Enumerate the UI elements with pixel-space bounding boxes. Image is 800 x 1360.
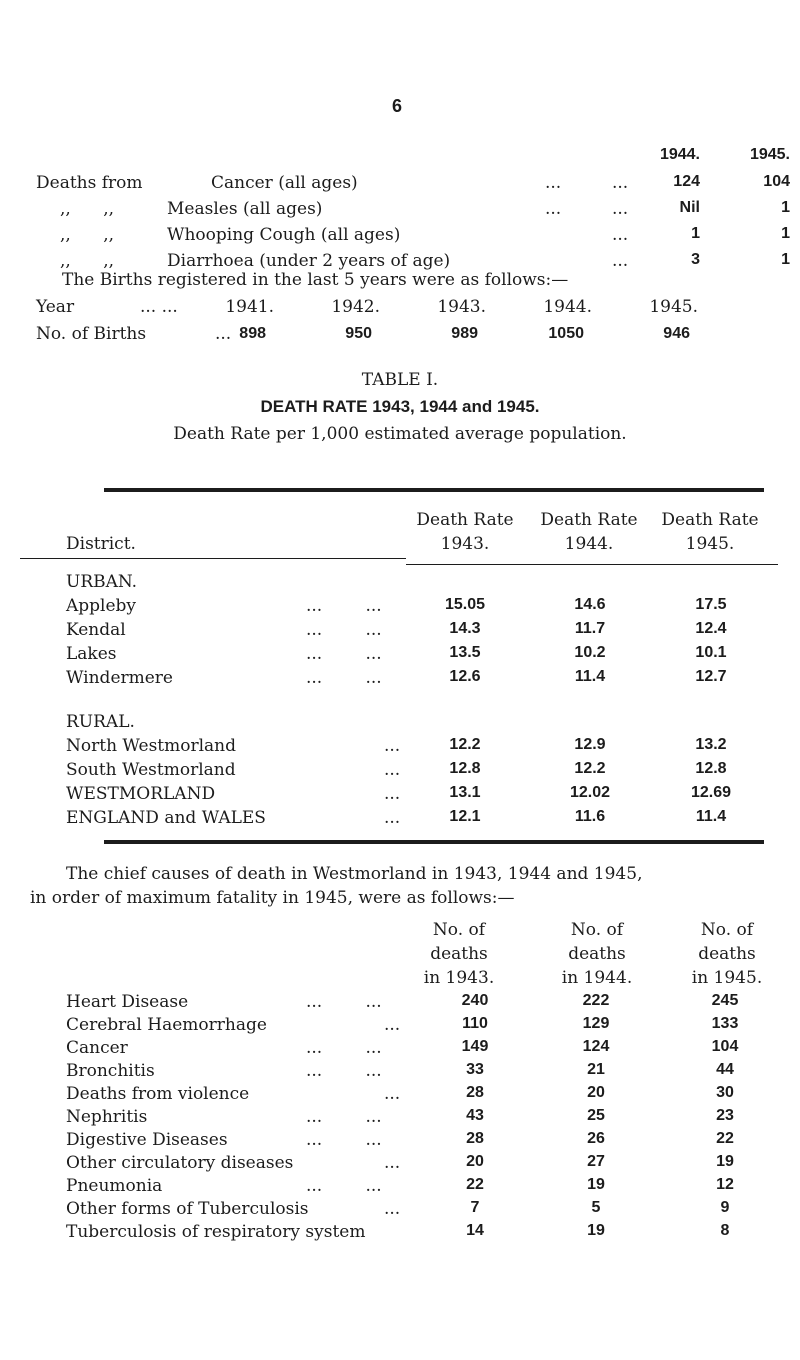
rate-dots: ... <box>384 808 401 828</box>
small-deaths-lead: ... <box>612 199 629 219</box>
rate-1944: 12.02 <box>569 784 611 801</box>
cause-1945: 44 <box>716 1061 734 1078</box>
cause-1944: 21 <box>587 1061 605 1078</box>
urban-heading: URBAN. <box>66 572 138 592</box>
small-deaths-1944: 1 <box>691 225 700 242</box>
rate-dots: ... ... <box>306 644 382 664</box>
table-top-rule <box>104 488 764 492</box>
causes-col-head: No. of <box>570 920 624 940</box>
year-header-1944: 1944. <box>659 146 700 163</box>
small-deaths-label: Diarrhoea (under 2 years of age) <box>167 251 451 271</box>
col-head-1945-top: Death Rate <box>661 510 759 530</box>
small-deaths-1944: 3 <box>691 251 700 268</box>
rate-dots: ... <box>384 784 401 804</box>
small-deaths-1945: 104 <box>763 173 790 190</box>
causes-col-head: deaths <box>430 944 488 964</box>
births-year: 1945. <box>649 297 698 317</box>
rate-district: North Westmorland <box>66 736 237 756</box>
small-deaths-1945: 1 <box>781 225 790 242</box>
rate-1945: 12.69 <box>690 784 732 801</box>
cause-name: Pneumonia <box>66 1176 163 1196</box>
rate-district: ENGLAND and WALES <box>66 808 266 828</box>
births-count-dots: ... <box>215 324 232 344</box>
births-count: 946 <box>663 325 690 342</box>
table-title: DEATH RATE 1943, 1944 and 1945. <box>260 397 540 416</box>
rate-1944: 11.4 <box>574 668 606 685</box>
rate-1943: 13.1 <box>449 784 481 801</box>
cause-1944: 27 <box>587 1153 605 1170</box>
year-header-1945: 1945. <box>749 146 790 163</box>
cause-1944: 19 <box>587 1176 605 1193</box>
cause-1944: 222 <box>582 992 610 1009</box>
cause-1943: 28 <box>466 1084 484 1101</box>
small-deaths-1945: 1 <box>781 251 790 268</box>
births-count: 989 <box>451 325 478 342</box>
cause-dots: ... ... <box>306 1107 382 1127</box>
rate-district: Lakes <box>66 644 117 664</box>
cause-1943: 240 <box>461 992 489 1009</box>
rate-1943: 13.5 <box>449 644 481 661</box>
causes-col-head: No. of <box>432 920 486 940</box>
cause-dots: ... ... <box>306 1130 382 1150</box>
cause-1944: 19 <box>587 1222 605 1239</box>
cause-1944: 5 <box>591 1199 601 1216</box>
rate-dots: ... <box>384 760 401 780</box>
col-head-district: District. <box>66 534 136 554</box>
cause-1943: 22 <box>466 1176 484 1193</box>
header-rule-left <box>20 558 406 559</box>
cause-1944: 129 <box>582 1015 610 1032</box>
rate-1944: 10.2 <box>574 644 606 661</box>
rate-1943: 12.1 <box>449 808 481 825</box>
cause-1945: 30 <box>716 1084 734 1101</box>
births-year-label: Year <box>36 297 75 317</box>
col-head-1945-bottom: 1945. <box>685 534 735 554</box>
small-deaths-dots: ... <box>545 199 562 219</box>
causes-col-head: deaths <box>568 944 626 964</box>
cause-1943: 7 <box>470 1199 480 1216</box>
small-deaths-1944: Nil <box>679 199 700 216</box>
rate-district: Kendal <box>66 620 126 640</box>
rate-1945: 13.2 <box>695 736 727 753</box>
rate-dots: ... ... <box>306 620 382 640</box>
cause-dots: ... <box>384 1153 401 1173</box>
cause-dots: ... <box>384 1199 401 1219</box>
table-label: TABLE I. <box>361 370 439 390</box>
col-head-1944-top: Death Rate <box>540 510 638 530</box>
cause-1945: 23 <box>716 1107 734 1124</box>
births-intro: The Births registered in the last 5 years were as follows:— <box>62 270 569 290</box>
cause-dots: ... ... <box>306 992 382 1012</box>
rate-1943: 15.05 <box>444 596 486 613</box>
cause-name: Heart Disease <box>66 992 189 1012</box>
page-number: 6 <box>392 96 403 116</box>
births-count: 898 <box>239 325 266 342</box>
rate-1945: 10.1 <box>695 644 727 661</box>
cause-name: Cerebral Haemorrhage <box>66 1015 267 1035</box>
table-subtitle: Death Rate per 1,000 estimated average population. <box>173 424 627 444</box>
col-head-1944-bottom: 1944. <box>564 534 614 554</box>
rate-dots: ... ... <box>306 596 382 616</box>
rate-dots: ... ... <box>306 668 382 688</box>
small-deaths-prefix: ,, ,, <box>60 225 115 245</box>
header-rule-right <box>406 564 778 565</box>
cause-dots: ... ... <box>306 1038 382 1058</box>
small-deaths-dots: ... <box>545 173 562 193</box>
cause-name: Tuberculosis of respiratory system <box>66 1222 366 1242</box>
births-year: 1943. <box>437 297 486 317</box>
rate-district: Windermere <box>66 668 173 688</box>
rate-1945: 12.7 <box>695 668 727 685</box>
cause-1944: 26 <box>587 1130 605 1147</box>
causes-intro-line2: in order of maximum fatality in 1945, were as follows:— <box>30 888 515 908</box>
causes-col-head: deaths <box>698 944 756 964</box>
rate-district: WESTMORLAND <box>66 784 216 804</box>
cause-name: Cancer <box>66 1038 128 1058</box>
cause-1944: 124 <box>582 1038 610 1055</box>
rate-1945: 17.5 <box>695 596 727 613</box>
cause-name: Other forms of Tuberculosis <box>66 1199 309 1219</box>
cause-1945: 8 <box>720 1222 730 1239</box>
causes-col-head: in 1944. <box>561 968 633 988</box>
cause-name: Other circulatory diseases <box>66 1153 294 1173</box>
rate-1944: 12.2 <box>574 760 606 777</box>
cause-1943: 110 <box>462 1015 488 1032</box>
rate-1943: 12.2 <box>449 736 481 753</box>
small-deaths-label: Whooping Cough (all ages) <box>167 225 401 245</box>
cause-1944: 25 <box>587 1107 605 1124</box>
small-deaths-lead: ... <box>612 251 629 271</box>
small-deaths-1944: 124 <box>673 173 700 190</box>
rate-1945: 12.8 <box>695 760 727 777</box>
births-count-label: No. of Births <box>36 324 147 344</box>
cause-dots: ... <box>384 1084 401 1104</box>
col-head-1943-bottom: 1943. <box>440 534 490 554</box>
rate-1944: 12.9 <box>574 736 606 753</box>
cause-1943: 43 <box>466 1107 484 1124</box>
cause-1945: 9 <box>720 1199 730 1216</box>
cause-1943: 149 <box>461 1038 489 1055</box>
rate-1943: 14.3 <box>449 620 481 637</box>
cause-dots: ... ... <box>306 1176 382 1196</box>
cause-1945: 104 <box>711 1038 739 1055</box>
small-deaths-lead: ... <box>612 225 629 245</box>
cause-name: Deaths from violence <box>66 1084 250 1104</box>
births-count: 1050 <box>548 325 584 342</box>
births-count: 950 <box>345 325 372 342</box>
rate-dots: ... <box>384 736 401 756</box>
causes-col-head: No. of <box>700 920 754 940</box>
cause-name: Nephritis <box>66 1107 148 1127</box>
rate-1944: 11.7 <box>574 620 606 637</box>
col-head-1943-top: Death Rate <box>416 510 514 530</box>
births-year: 1944. <box>543 297 592 317</box>
births-year-dots: ... ... <box>140 297 178 317</box>
rate-1944: 14.6 <box>574 596 606 613</box>
cause-1943: 33 <box>466 1061 484 1078</box>
causes-intro-line1: The chief causes of death in Westmorland in 1943, 1944 and 1945, <box>66 864 643 884</box>
table-bottom-rule <box>104 840 764 844</box>
small-deaths-1945: 1 <box>781 199 790 216</box>
cause-1945: 133 <box>711 1015 739 1032</box>
cause-name: Bronchitis <box>66 1061 155 1081</box>
cause-1943: 28 <box>466 1130 484 1147</box>
rate-1943: 12.6 <box>449 668 481 685</box>
small-deaths-lead: ... <box>612 173 629 193</box>
cause-dots: ... <box>384 1015 401 1035</box>
cause-1943: 14 <box>466 1222 484 1239</box>
cause-1943: 20 <box>466 1153 484 1170</box>
small-deaths-prefix: ,, ,, <box>60 199 115 219</box>
rate-district: South Westmorland <box>66 760 236 780</box>
small-deaths-prefix: ,, ,, <box>60 251 115 271</box>
rate-1945: 12.4 <box>695 620 727 637</box>
small-deaths-prefix: Deaths from <box>36 173 143 193</box>
cause-dots: ... ... <box>306 1061 382 1081</box>
cause-1944: 20 <box>587 1084 605 1101</box>
causes-col-head: in 1943. <box>423 968 495 988</box>
small-deaths-label: Measles (all ages) <box>167 199 323 219</box>
rate-district: Appleby <box>66 596 137 616</box>
cause-name: Digestive Diseases <box>66 1130 228 1150</box>
cause-1945: 12 <box>716 1176 734 1193</box>
cause-1945: 19 <box>716 1153 734 1170</box>
rate-1945: 11.4 <box>695 808 727 825</box>
cause-1945: 22 <box>716 1130 734 1147</box>
rate-1943: 12.8 <box>449 760 481 777</box>
births-year: 1942. <box>331 297 380 317</box>
rural-heading: RURAL. <box>66 712 135 732</box>
causes-col-head: in 1945. <box>691 968 763 988</box>
births-year: 1941. <box>225 297 274 317</box>
small-deaths-label: Cancer (all ages) <box>211 173 358 193</box>
cause-1945: 245 <box>711 992 739 1009</box>
rate-1944: 11.6 <box>574 808 606 825</box>
